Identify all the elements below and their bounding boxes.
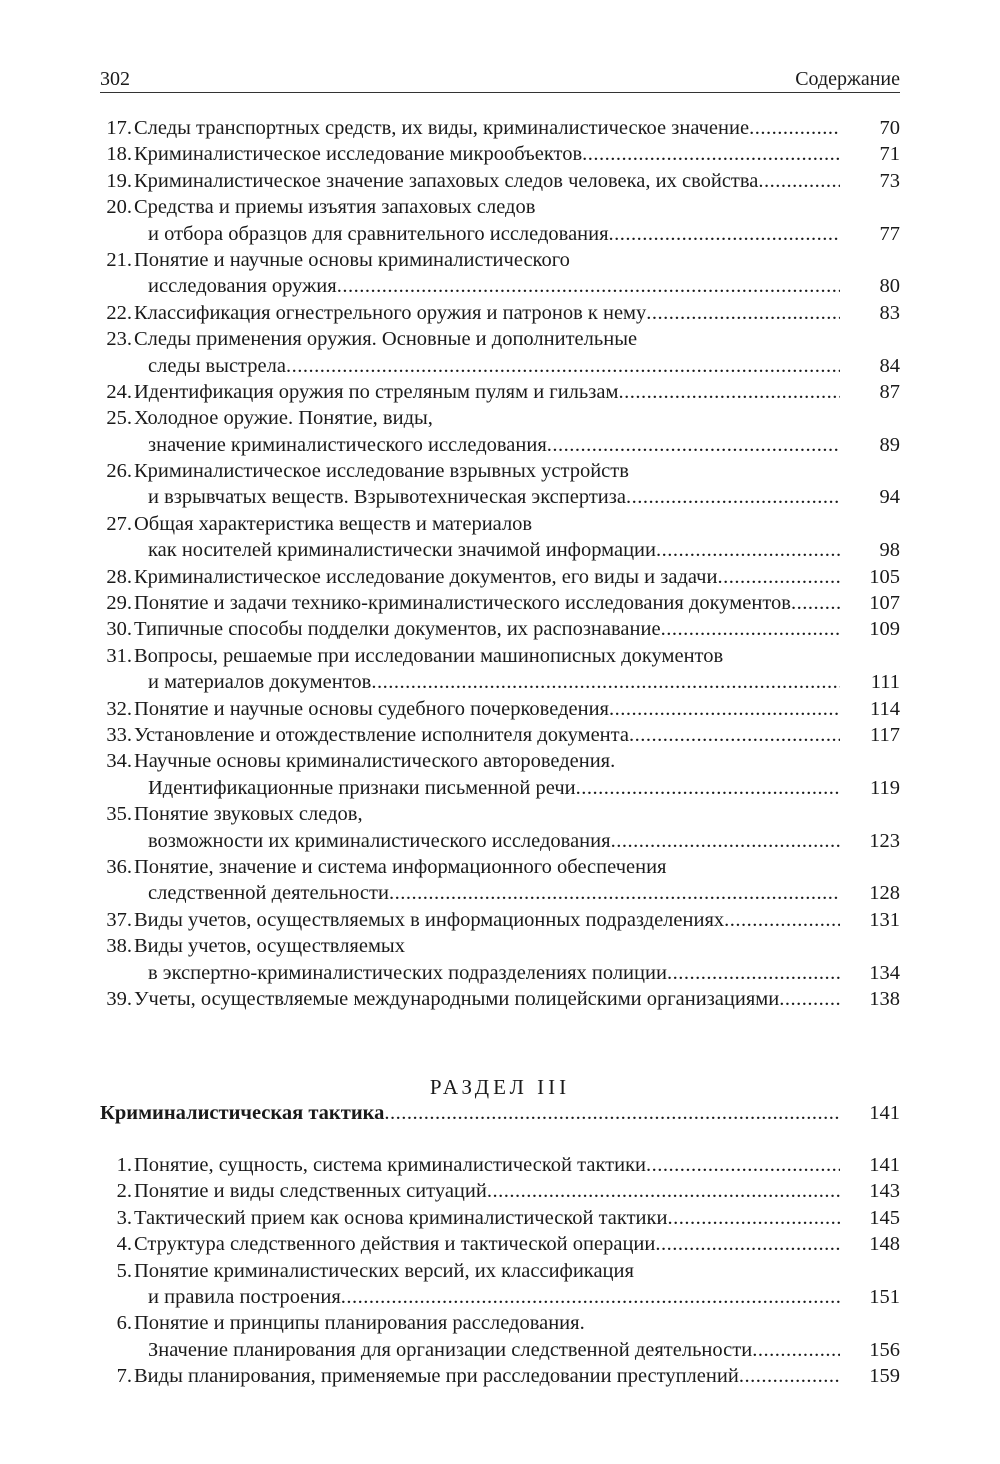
entry-number: 1. xyxy=(116,1154,132,1176)
toc-entry xyxy=(100,194,900,247)
dot-leader xyxy=(618,379,840,405)
toc-entry xyxy=(100,643,900,696)
entry-page: 143 xyxy=(869,1180,900,1203)
entry-title: Понятие и научные основы судебного почерковедения xyxy=(134,697,609,720)
entry-number: 36. xyxy=(106,855,132,878)
entry-page: 70 xyxy=(879,117,900,139)
entry-number: 37. xyxy=(106,908,132,931)
entry-title: Типичные способы подделки документов, их распознавание xyxy=(134,618,661,641)
entry-title: Учеты, осуществляемые международными полицейскими организациями xyxy=(134,987,780,1010)
toc-entry xyxy=(100,247,900,300)
entry-page: 94 xyxy=(879,486,900,509)
toc-entry xyxy=(100,722,900,748)
entry-number: 20. xyxy=(106,196,132,219)
dot-leader xyxy=(739,1363,840,1389)
entry-number: 5. xyxy=(116,1259,132,1282)
entry-title: Понятие криминалистических версий, их классификация xyxy=(134,1259,634,1282)
entry-page: 159 xyxy=(869,1365,900,1388)
entry-number: 24. xyxy=(106,380,132,403)
entry-page: 134 xyxy=(869,961,900,984)
entry-title: Значение планирования для организации следственной деятельности xyxy=(148,1338,753,1361)
dot-leader xyxy=(611,828,840,854)
entry-title: Холодное оружие. Понятие, виды, xyxy=(134,407,433,430)
entry-page: 128 xyxy=(869,882,900,905)
entry-title: Классификация огнестрельного оружия и патронов к нему xyxy=(134,301,647,324)
toc-entry xyxy=(100,511,900,564)
toc-entry xyxy=(100,379,900,405)
dot-leader xyxy=(717,564,840,590)
section-heading: РАЗДЕЛ III xyxy=(429,1075,571,1099)
entry-number: 34. xyxy=(106,750,132,773)
entry-title: Виды учетов, осуществляемых в информационных подразделениях xyxy=(134,908,725,931)
toc-entry xyxy=(100,115,900,141)
toc-entry xyxy=(100,696,900,722)
entry-title: Следы транспортных средств, их виды, криминалистическое значение xyxy=(134,117,750,139)
entry-title: Вопросы, решаемые при исследовании машинописных документов xyxy=(134,644,724,667)
entry-title: Научные основы криминалистического автороведения. xyxy=(134,750,616,773)
toc-entry xyxy=(100,933,900,986)
entry-title: Следы применения оружия. Основные и дополнительные xyxy=(134,328,638,351)
entry-page: 83 xyxy=(879,301,900,324)
dot-leader xyxy=(661,616,840,642)
entry-page: 80 xyxy=(879,275,900,298)
entry-page: 131 xyxy=(869,908,900,931)
dot-leader xyxy=(371,669,840,695)
entry-number: 26. xyxy=(106,460,132,483)
toc-entry xyxy=(100,590,900,616)
entry-number: 32. xyxy=(106,697,132,720)
entry-page: 87 xyxy=(879,380,900,403)
entry-page: 119 xyxy=(870,776,900,799)
entry-title: исследования оружия xyxy=(148,275,337,298)
entry-title: Идентификация оружия по стреляным пулям и гильзам xyxy=(134,380,619,403)
dot-leader xyxy=(337,273,840,299)
entry-title: Структура следственного действия и тактической операции xyxy=(134,1233,656,1256)
toc-entry xyxy=(100,907,900,933)
entry-title: Криминалистическое значение запаховых следов человека, их свойства xyxy=(134,169,759,192)
toc-entry xyxy=(100,801,900,854)
dot-leader xyxy=(609,221,840,247)
entry-number: 28. xyxy=(106,565,132,588)
dot-leader xyxy=(791,590,840,616)
section-title-row xyxy=(100,1100,900,1126)
dot-leader xyxy=(667,1205,840,1231)
dot-leader xyxy=(582,141,840,167)
dot-leader xyxy=(626,484,840,510)
entry-page: 111 xyxy=(870,671,900,694)
dot-leader xyxy=(341,1284,840,1310)
toc-entry xyxy=(100,168,900,194)
toc-entry xyxy=(100,300,900,326)
entry-number: 22. xyxy=(106,301,132,324)
dot-leader xyxy=(724,907,840,933)
entry-page: 114 xyxy=(870,697,900,720)
toc-entry xyxy=(100,564,900,590)
dot-leader xyxy=(758,168,840,194)
entry-number: 21. xyxy=(106,248,132,271)
entry-number: 38. xyxy=(106,935,132,958)
entry-number: 29. xyxy=(106,592,132,615)
toc-entry xyxy=(100,986,900,1012)
entry-title: Общая характеристика веществ и материалов xyxy=(134,512,533,535)
entry-number: 25. xyxy=(106,407,132,430)
entry-title: Идентификационные признаки письменной речи xyxy=(148,776,576,799)
dot-leader xyxy=(655,1231,840,1257)
toc-entry xyxy=(100,854,900,907)
entry-page: 105 xyxy=(869,565,900,588)
entry-title: Понятие и задачи технико-криминалистического исследования документов xyxy=(134,592,791,615)
entry-title: и правила построения xyxy=(148,1285,341,1308)
dot-leader xyxy=(389,880,840,906)
entry-number: 39. xyxy=(106,987,132,1010)
dot-leader xyxy=(656,537,840,563)
entry-page: 117 xyxy=(870,723,900,746)
entry-title: как носителей криминалистически значимой информации xyxy=(148,539,656,562)
entry-title: Понятие, значение и система информационного обеспечения xyxy=(134,855,667,878)
dot-leader xyxy=(646,300,840,326)
entry-title: следы выстрела xyxy=(148,354,286,377)
entry-title: Криминалистическое исследование микрообъектов xyxy=(134,143,583,166)
entry-number: 3. xyxy=(116,1206,132,1229)
entry-number: 30. xyxy=(106,618,132,641)
entry-title: возможности их криминалистического исследования xyxy=(148,829,611,852)
entry-title: и взрывчатых веществ. Взрывотехническая экспертиза xyxy=(148,486,626,509)
entry-page: 73 xyxy=(879,169,900,192)
entry-page: 123 xyxy=(869,829,900,852)
entry-title: Понятие и виды следственных ситуаций xyxy=(134,1180,487,1203)
entry-page: 156 xyxy=(869,1338,900,1361)
toc-entry xyxy=(100,1310,900,1363)
entry-page: 89 xyxy=(879,433,900,456)
toc-list-part2 xyxy=(100,115,900,1012)
entry-page: 109 xyxy=(869,618,900,641)
entry-title: Средства и приемы изъятия запаховых следов xyxy=(134,196,536,219)
entry-number: 17. xyxy=(106,117,132,139)
toc-entry xyxy=(100,1363,900,1389)
entry-title: Виды планирования, применяемые при расследовании преступлений xyxy=(134,1365,739,1388)
entry-title: Понятие звуковых следов, xyxy=(134,803,363,826)
toc-entry xyxy=(100,405,900,458)
entry-title: Криминалистическое исследование документов, его виды и задачи xyxy=(134,565,718,588)
entry-title: Понятие и научные основы криминалистического xyxy=(134,248,570,271)
page-header xyxy=(100,62,900,93)
entry-number: 31. xyxy=(106,644,132,667)
entry-page: 107 xyxy=(869,592,900,615)
dot-leader xyxy=(286,353,840,379)
entry-number: 7. xyxy=(116,1365,132,1388)
dot-leader xyxy=(547,432,840,458)
toc-entry xyxy=(100,1205,900,1231)
dot-leader xyxy=(609,696,840,722)
section-title-page: 141 xyxy=(869,1102,900,1124)
entry-page: 151 xyxy=(869,1285,900,1308)
entry-number: 27. xyxy=(106,512,132,535)
toc-entry xyxy=(100,141,900,167)
dot-leader xyxy=(779,986,840,1012)
section-title: Криминалистическая тактика xyxy=(100,1102,385,1124)
toc-entry xyxy=(100,458,900,511)
dot-leader xyxy=(576,775,840,801)
dot-leader xyxy=(487,1178,840,1204)
running-title: Содержание xyxy=(795,68,900,90)
entry-page: 145 xyxy=(869,1206,900,1229)
entry-number: 4. xyxy=(116,1233,132,1256)
entry-page: 98 xyxy=(879,539,900,562)
entry-number: 6. xyxy=(116,1312,132,1335)
toc-entry xyxy=(100,1152,900,1178)
entry-number: 23. xyxy=(106,328,132,351)
toc-entry xyxy=(100,748,900,801)
toc-entry xyxy=(100,1231,900,1257)
entry-page: 141 xyxy=(869,1154,900,1176)
entry-title: значение криминалистического исследования xyxy=(148,433,547,456)
entry-page: 148 xyxy=(869,1233,900,1256)
entry-title: Виды учетов, осуществляемых xyxy=(134,935,405,958)
dot-leader xyxy=(629,722,840,748)
toc-entry xyxy=(100,1258,900,1311)
entry-page: 84 xyxy=(879,354,900,377)
entry-title: Установление и отождествление исполнителя документа xyxy=(134,723,629,746)
dot-leader xyxy=(667,960,840,986)
entry-page: 138 xyxy=(869,987,900,1010)
entry-title: Понятие, сущность, система криминалистической тактики xyxy=(134,1154,647,1176)
entry-number: 35. xyxy=(106,803,132,826)
entry-number: 2. xyxy=(116,1180,132,1203)
toc-entry xyxy=(100,616,900,642)
entry-page: 71 xyxy=(879,143,900,166)
toc-list-section3 xyxy=(100,1152,900,1390)
entry-title: и отбора образцов для сравнительного исследования xyxy=(148,222,609,245)
toc-entry xyxy=(100,326,900,379)
dot-leader xyxy=(749,115,840,141)
entry-title: и материалов документов xyxy=(148,671,372,694)
dot-leader xyxy=(646,1152,840,1178)
entry-title: Криминалистическое исследование взрывных устройств xyxy=(134,460,629,483)
entry-title: Тактический прием как основа криминалистической тактики xyxy=(134,1206,668,1229)
dot-leader xyxy=(752,1337,840,1363)
toc-entry xyxy=(100,1178,900,1204)
entry-number: 33. xyxy=(106,723,132,746)
page-number: 302 xyxy=(100,68,130,90)
entry-title: следственной деятельности xyxy=(148,882,389,905)
entry-page: 77 xyxy=(879,222,900,245)
entry-title: Понятие и принципы планирования расследования. xyxy=(134,1312,585,1335)
entry-number: 19. xyxy=(106,169,132,192)
entry-number: 18. xyxy=(106,143,132,166)
entry-title: в экспертно-криминалистических подразделениях полиции xyxy=(148,961,667,984)
